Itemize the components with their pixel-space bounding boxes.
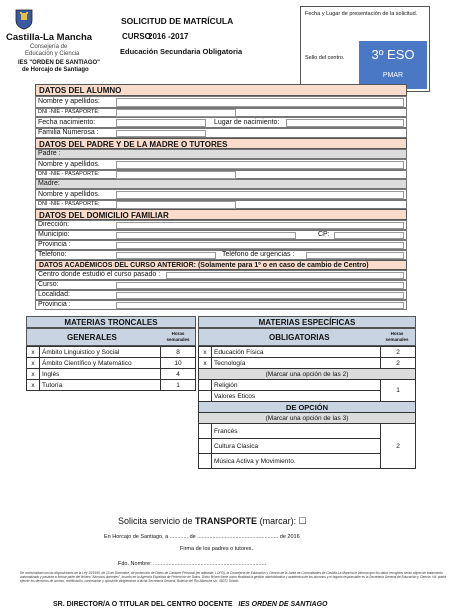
phone-field[interactable] bbox=[116, 252, 216, 259]
mother-row bbox=[35, 179, 407, 189]
previous-school-field[interactable] bbox=[166, 272, 404, 279]
student-dni-label: DNI -NIE - PASAPORTE: bbox=[38, 109, 100, 115]
father-name-row bbox=[35, 159, 407, 170]
core-subjects-table bbox=[26, 346, 196, 391]
previous-locality-field[interactable] bbox=[116, 292, 404, 299]
table-row bbox=[27, 369, 196, 380]
previous-province-label: Provincia : bbox=[38, 301, 71, 308]
core-subject-name: Tutoría bbox=[40, 380, 161, 391]
signed-name-line: Fdo. Nombre: .......................................................................... bbox=[118, 561, 267, 567]
choice-checkbox[interactable] bbox=[199, 439, 212, 454]
table-row bbox=[27, 347, 196, 358]
birth-date-field[interactable] bbox=[116, 119, 206, 127]
school-line-1: IES "ORDEN DE SANTIAGO" bbox=[18, 60, 101, 66]
core-hours: 1 bbox=[161, 380, 196, 391]
student-dni-row bbox=[35, 108, 407, 117]
stamp-label: Fecha y Lugar de presentación de la solicitud. bbox=[305, 11, 418, 17]
mandatory-mark[interactable]: x bbox=[199, 358, 212, 369]
addressee-school: IES ORDEN DE SANTIAGO bbox=[238, 601, 328, 608]
grade-badge bbox=[359, 41, 427, 89]
mother-dni-row bbox=[35, 200, 407, 209]
general-hours-label: Horas semanales bbox=[166, 331, 190, 342]
birth-date-label: Fecha nacimiento: bbox=[38, 119, 96, 126]
core-subject-name: Ámbito Linguistico y Social bbox=[40, 347, 161, 358]
student-name-label: Nombre y apellidos: bbox=[38, 98, 100, 105]
core-hours: 10 bbox=[161, 358, 196, 369]
previous-locality-row bbox=[35, 290, 407, 300]
town-row bbox=[35, 230, 407, 240]
table-row bbox=[199, 380, 416, 391]
core-subject-name: Ámbito Científico y Matemático bbox=[40, 358, 161, 369]
choice-three-option: Francés bbox=[212, 424, 381, 439]
choice-checkbox[interactable] bbox=[199, 424, 212, 439]
choice-three-option: Música Activa y Movimiento. bbox=[212, 454, 381, 469]
large-family-field[interactable] bbox=[116, 130, 206, 137]
mother-name-label: Nombre y apellidos. bbox=[38, 191, 100, 198]
postcode-field[interactable] bbox=[334, 232, 404, 239]
seal-label: Sello del centro. bbox=[305, 55, 345, 61]
choice-two-option: Valores Eticos bbox=[212, 391, 381, 402]
previous-course-row bbox=[35, 280, 407, 290]
addressee-line bbox=[53, 601, 327, 608]
legal-notice: De conformidad con las disposiciones de la Ley 15/1999, de 13 de Diciembre, de protección de Datos de Carácter Personal (en adelante, LOPD), la Consejería de Educación y Ciencia de la Junta de Comunidades de Castilla-La Mancha le informa que los datos recogidos serán objeto de tratamiento automatizado y pasarán a formar parte del fichero "Alumnos docentes", inscrito en la Agencia Española de Protección de Datos. Dicho fichero tiene como finalidad la gestión administrativa y académica de los alumnos y el órgano responsable es la Secretaría General de Educación y Ciencia. Vd. podrá ejercer los derechos de acceso, rectificación, cancelación y oposición dirigiéndose a dicha Secretaría General, Bulevar del Río Alberche s/n, 45071 Toledo. bbox=[20, 571, 446, 583]
general-title: GENERALES bbox=[67, 333, 117, 342]
form-title: SOLICITUD DE MATRÍCULA bbox=[121, 16, 234, 26]
signature-label: Firma de los padres o tutores. bbox=[180, 546, 254, 552]
birth-place-label: Lugar de nacimiento: bbox=[214, 119, 280, 126]
father-row bbox=[35, 149, 407, 159]
place-date-line: En Horcajo de Santiago, a ............ de ..................................................... de 2016 bbox=[104, 534, 300, 540]
transport-prefix: Solicita servicio de bbox=[118, 516, 193, 526]
student-name-row bbox=[35, 96, 407, 108]
table-row bbox=[27, 380, 196, 391]
father-name-label: Nombre y apellidos. bbox=[38, 161, 100, 168]
mandatory-subjects-header bbox=[198, 328, 416, 346]
previous-province-field[interactable] bbox=[116, 302, 404, 309]
father-dni-row bbox=[35, 170, 407, 179]
street-field[interactable] bbox=[116, 222, 404, 229]
core-mark[interactable]: x bbox=[27, 347, 40, 358]
father-dni-field[interactable] bbox=[116, 171, 236, 179]
phone-row bbox=[35, 250, 407, 260]
previous-locality-label: Localidad: bbox=[38, 291, 70, 298]
large-family-label: Familia Numerosa : bbox=[38, 129, 99, 136]
student-dni-field[interactable] bbox=[116, 109, 236, 117]
student-name-field[interactable] bbox=[116, 98, 404, 107]
table-row bbox=[199, 347, 416, 358]
father-dni-label: DNI -NIE - PASAPORTE: bbox=[38, 171, 100, 177]
course-label: CURSO bbox=[122, 32, 151, 41]
general-subjects-header bbox=[26, 328, 196, 346]
previous-province-row bbox=[35, 300, 407, 310]
province-label: Provincia : bbox=[38, 241, 71, 248]
student-section-title: DATOS DEL ALUMNO bbox=[35, 84, 407, 96]
previous-section-title bbox=[35, 260, 407, 270]
province-row bbox=[35, 240, 407, 250]
program-badge-text: PMAR bbox=[382, 72, 404, 79]
core-mark[interactable]: x bbox=[27, 369, 40, 380]
birth-place-field[interactable] bbox=[286, 119, 404, 127]
table-row bbox=[199, 402, 416, 413]
core-hours: 8 bbox=[161, 347, 196, 358]
choice-three-option: Cultura Clasica bbox=[212, 439, 381, 454]
student-birth-row bbox=[35, 117, 407, 128]
choose-three-note: (Marcar una opción de las 3) bbox=[199, 413, 416, 424]
previous-course-field[interactable] bbox=[116, 282, 404, 289]
core-subjects-title: MATERIAS TRONCALES bbox=[26, 316, 196, 328]
mandatory-hours: 2 bbox=[381, 358, 416, 369]
postcode-label: CP: bbox=[318, 231, 330, 238]
elective-title: DE OPCIÓN bbox=[199, 402, 416, 413]
choice-two-option: Religión bbox=[212, 380, 381, 391]
mother-label: Madre: bbox=[38, 180, 60, 187]
school-line-2: de Horcajo de Santiago bbox=[22, 67, 89, 73]
address-section-title: DATOS DEL DOMICILIO FAMILIAR bbox=[35, 209, 407, 220]
choose-two-note: (Marcar una opción de las 2) bbox=[199, 369, 416, 380]
mother-dni-field[interactable] bbox=[116, 201, 236, 209]
mother-name-row bbox=[35, 189, 407, 200]
emergency-phone-label: Teléfono de urgencias : bbox=[222, 251, 295, 258]
table-row bbox=[199, 369, 416, 380]
town-field[interactable] bbox=[116, 232, 296, 239]
department-line-2: Educación y Ciencia bbox=[25, 51, 80, 57]
grade-badge-text: 3º ESO bbox=[371, 47, 415, 62]
choice-three-hours: 2 bbox=[381, 424, 416, 469]
province-field[interactable] bbox=[116, 242, 404, 249]
previous-title-text: DATOS ACADÉMICOS DEL CURSO ANTERIOR: bbox=[39, 262, 196, 269]
town-label: Municipio: bbox=[38, 231, 70, 238]
previous-school-row bbox=[35, 270, 407, 280]
choice-checkbox[interactable] bbox=[199, 380, 212, 391]
mandatory-hours: 2 bbox=[381, 347, 416, 358]
choice-two-hours: 1 bbox=[381, 380, 416, 402]
course-years: 2016 -2017 bbox=[148, 32, 189, 41]
specific-subjects-title: MATERIAS ESPECÍFICAS bbox=[198, 316, 416, 328]
large-family-row bbox=[35, 128, 407, 138]
table-row bbox=[199, 413, 416, 424]
logo bbox=[14, 8, 34, 30]
core-mark[interactable]: x bbox=[27, 380, 40, 391]
mother-dni-label: DNI -NIE - PASAPORTE: bbox=[38, 201, 100, 207]
transport-line bbox=[118, 516, 307, 527]
phone-label: Telefono: bbox=[38, 251, 67, 258]
table-row bbox=[27, 358, 196, 369]
core-mark[interactable]: x bbox=[27, 358, 40, 369]
choice-checkbox[interactable] bbox=[199, 454, 212, 469]
education-level: Educación Secundaria Obligatoria bbox=[120, 47, 243, 56]
department-line-1: Consejería de bbox=[30, 44, 68, 50]
mandatory-title: OBLIGATORIAS bbox=[269, 333, 330, 342]
core-hours: 4 bbox=[161, 369, 196, 380]
mother-name-field[interactable] bbox=[116, 191, 404, 199]
table-row bbox=[199, 358, 416, 369]
emergency-phone-field[interactable] bbox=[306, 252, 404, 259]
mandatory-subject-name: Educación Física bbox=[212, 347, 381, 358]
mandatory-hours-label: Horas semanales bbox=[385, 331, 409, 342]
mandatory-subjects-table bbox=[198, 346, 416, 469]
parents-section-title: DATOS DEL PADRE Y DE LA MADRE O TUTORES bbox=[35, 138, 407, 149]
father-name-field[interactable] bbox=[116, 161, 404, 169]
choice-checkbox[interactable] bbox=[199, 391, 212, 402]
street-row bbox=[35, 220, 407, 230]
core-subject-name: Inglés bbox=[40, 369, 161, 380]
previous-course-label: Curso: bbox=[38, 281, 59, 288]
coat-of-arms-icon bbox=[14, 8, 34, 30]
mandatory-mark[interactable]: x bbox=[199, 347, 212, 358]
transport-suffix: (marcar): bbox=[259, 516, 297, 526]
addressee: SR. DIRECTOR/A O TITULAR DEL CENTRO DOCENTE bbox=[53, 601, 233, 608]
previous-title-note: (Solamente para 1º o en caso de cambio de Centro) bbox=[197, 262, 369, 269]
transport-checkbox[interactable]: ☐ bbox=[298, 516, 307, 526]
previous-school-label: Centro donde estudió el curso pasado : bbox=[38, 271, 161, 278]
mandatory-subject-name: Tecnología bbox=[212, 358, 381, 369]
street-label: Dirección: bbox=[38, 221, 70, 228]
table-row bbox=[199, 424, 416, 439]
region-name: Castilla-La Mancha bbox=[6, 32, 93, 43]
registration-stamp-box bbox=[300, 6, 430, 92]
father-label: Padre : bbox=[38, 150, 61, 157]
transport-word: TRANSPORTE bbox=[195, 516, 258, 526]
